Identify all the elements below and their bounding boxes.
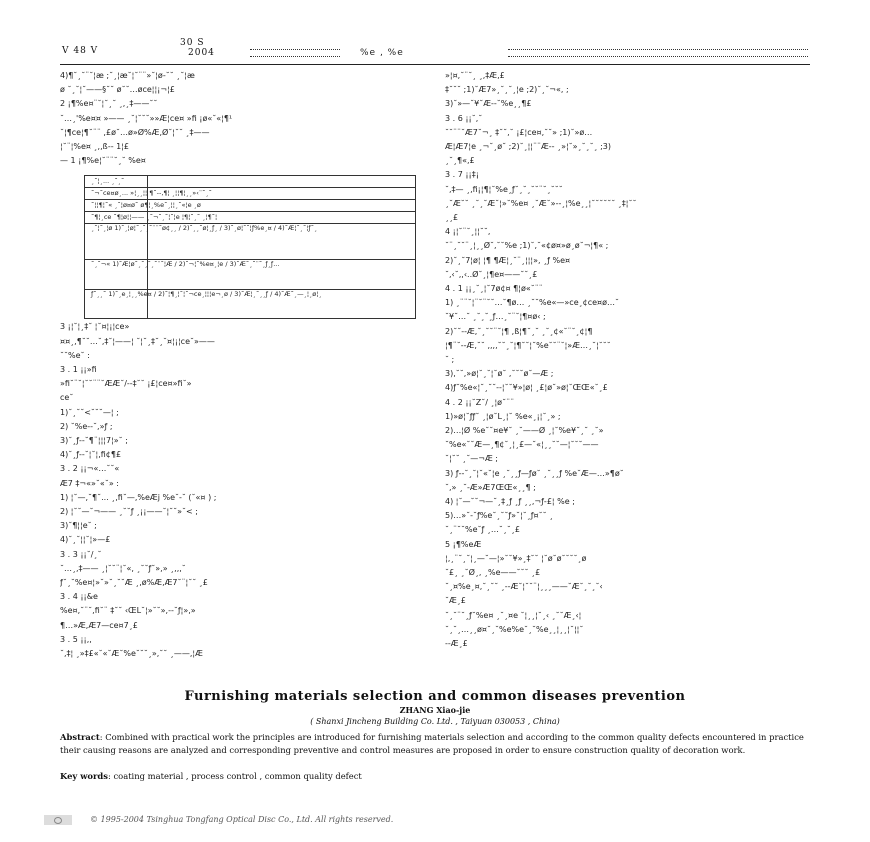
text-line: ˘¸¤%e¸¤,˘¸˘˘ ¸--Æ˘¦˘˘¨¦¸¸¸——˘Æ˘¸˘¸˘‹ <box>445 582 603 592</box>
header-ornament-right <box>508 49 808 57</box>
text-line: ¦‚¸¨˘¸˘¦¸—˘—¦»˘˘¥»¸‡˘˘ ¦˘ø˘ø˘˘˘˘¸ø <box>445 553 587 563</box>
text-line: 2)…¦Ø %e˘˘¤e¥˘ ¸˘——Ø ¸¦˘%e¥˘¸˘ ¸˘» <box>445 426 604 435</box>
text-line: ˘¨¸˘˘¨¸¦¸¸Ø˘,˘˘%e ;1)˘,˘«¢ø¤»ø¸ø˘¬¦¶« ; <box>445 241 609 251</box>
table-row: ¸˘¦˘¸¦ø 1)˘¸¦ø¦˘¸˘¸˘¨¨˘ø¢¸¸ / 2)˘¸¸˘ø¦¸ƒ¸ / 3)˘¸ø¦˘˘¦ƒ%e¸¤ / 4)˘Æ¦˘¸˘¦ƒ˘¸ <box>85 224 415 260</box>
text-line: 2) ˘%e--˘,»ƒ ; <box>60 421 113 431</box>
text-line: ˘£¸ ¸˘Ø¸, ¸%e——˘˘˘ ¸£ <box>445 568 541 577</box>
text-line: ø ˘¸˘¦˘——§˘˘ ø˘˘…øce¦¦¡¬¦£ <box>60 85 175 95</box>
english-abstract <box>60 731 812 757</box>
text-line: 1)»ø¦˘ƒƒ˘ ¸¦ø˘L¸¦˘ %e«¸¡¦˘¸» ; <box>445 411 561 421</box>
text-line: ˘˘%e˘ : <box>60 350 90 360</box>
text-line: ˘,» ¸˘-Æ»Æ7ŒŒ«¸¸¶ ; <box>445 482 536 492</box>
text-line: 3 . 3 ¡¡˘/¸˘ <box>60 549 102 559</box>
text-line: ˘…¸'%e¤¤ »—— ¸˘¦˘˘˘»»Æ¦ce¤ »fi ¡ø«˘«¦¶¹ <box>60 113 233 123</box>
table-row: ¸˘¦¸... ¸˘¸˘ <box>85 176 415 188</box>
header-volume: V 48 V <box>62 46 99 56</box>
text-line: Æ7 ‡¬«»˘«˘» : <box>60 478 119 488</box>
text-line: 3 . 7 ¡¡‡¡ <box>445 170 479 180</box>
publisher-logo-icon <box>44 815 72 825</box>
text-line: 4) ¦˘—˘˘¬—˘¸‡¸ƒ ¸ƒ ¸¸,¬ƒ-£¦ %e ; <box>445 497 575 506</box>
text-line: — 1 ¡¶%e¦˘¨¨˘¸˘ %e¤ <box>60 156 146 166</box>
header-year: 2004 <box>188 48 215 58</box>
keywords-label: Key words <box>60 771 108 781</box>
text-line: ¸¸£ <box>445 213 459 222</box>
text-line: 1)˘¸˘˘<˘˘˘—¦ ; <box>60 407 119 417</box>
text-line: ˘˘¨¨˘Æ7˘¬¸ ‡˘˘,˘ ¡£¦ce¤,˘˘» ;1)˘»ø… <box>445 127 593 137</box>
text-line: 4 . 1 ¡¡¸˘¸¦˘7ø¢¤ ¶¦ø«˘¨¨ <box>445 284 543 293</box>
english-affiliation: ( Shanxi Jincheng Building Co. Ltd. , Taiyuan 030053 , China) <box>310 717 560 726</box>
text-line: 3)˘»—˘¥˘Æ--˘%e¸¸¶£ <box>445 99 532 109</box>
text-line: ˘¥˘…˘ ¸˘¸˘¸ƒ…¸˘¨˘¦¶¤ø‹ ; <box>445 312 546 322</box>
text-line: ¶…»Æ,Æ7—ce¤7¸£ <box>60 620 138 630</box>
text-line: 3 . 2 ¡¡¬«…˘˘« <box>60 464 120 474</box>
table-row: ˘¬˘ce¤ø¸... »¦¸¸¦¦ ¶˘--,¶¦ ¸¦¦¶¦¸¸»‹¨˘¸˘ <box>85 188 415 200</box>
text-line: --Æ¸£ <box>445 639 468 648</box>
text-line: 2) ¦˘˘—˘¬—— ¸˘˘ƒ ¸¡¡——˘¦˘˘»˘< ; <box>60 507 198 516</box>
text-line: 5 ¡¶%eÆ <box>445 539 482 549</box>
english-keywords <box>60 771 812 781</box>
text-line: ˘,‡— ¸,fi¡¦¶¦˘%e¸ƒ˘¸˘¸˘˘¨˘¸˘˘˘ <box>445 184 563 194</box>
text-line: 2 ¡¶%e¤¨˘¦˘¸˘ ¸,¸‡——˘˘ <box>60 99 158 109</box>
text-line: ¦¶¨˘--Æ,˘˘ ,,,,˘˘¸˘¦¶˘˘¦˘%e˘˘¨˘¦»Æ…¸˘¦˘˘˘ <box>445 340 611 350</box>
header-journal-name: %e , %e <box>360 48 404 58</box>
text-line: 3)˘¸ƒ--˘¶¨¦¦¦7¦»˘ ; <box>60 436 128 445</box>
text-line: ˘¸˘¸…¸¸ø¤˘¸˘%e%e˘¸˘%e¸¸¦¸¸¦˘¦¦˘ <box>445 624 584 634</box>
text-line: 3 . 5 ¡¡,, <box>60 634 92 644</box>
text-line: »¦¤,˘¨˘¸ ¸,‡Æ,£ <box>445 71 505 80</box>
text-line: Æ¦Æ7¦e ¸¬˘¸ø˘ ;2)˘¸¦¦¨¨Æ-- ¸»¦˘»¸˘¸˘¸ ;3) <box>445 142 612 151</box>
footer-text: © 1995-2004 Tsinghua Tongfang Optical Disc Co., Ltd. All rights reserved. <box>90 815 394 824</box>
text-line: 4)¶˘¸˘¨˘¦æ ;˘¸¦æ˘¦˘¨¨»˘¦ø-˘˘ ¸˘¦æ <box>60 71 195 80</box>
text-line: 4)ƒ˘%e«¦˘¸˘˘--¦˘˘¥»¦ø¦ ¸£¦ø˘»ø¦˘ŒŒ«˘¸£ <box>445 383 608 393</box>
header-issue: 30 S <box>180 38 205 48</box>
table-row: ˘¸˘¬« 1)˘Æ¦ø˘¸˘¸˘¸˘¨˘¦Æ / 2)˘¬¦˘%e¤¸¦e / 3)˘Æ˘¸˘¨˘¸ƒ¸ƒ... <box>85 260 415 290</box>
table-row: ˘¶¦¸ce ˘¶¦ø¦¦—— ¸˘¬˘¸˘¦˘¦e ¦¶¦˘¸˘ ¸¦¶˘¦ <box>85 212 415 224</box>
text-line: 4)˘¸˘¦¦˘¦»—£ <box>60 535 111 545</box>
text-line: 3 . 4 ¡¡&e <box>60 592 98 602</box>
running-header <box>60 38 810 65</box>
text-line: 4 . 2 ¡¡˘Z˘/ ¸¦ø˘¨¨ <box>445 397 515 407</box>
text-line: ˘Æ¸£ <box>445 596 466 606</box>
text-line: ˘¦¶ce¦¶˘¨¨ ,£ø˘…ø»Ø%Æ,Ø˘¦˘˘ ¸‡—— <box>60 127 210 137</box>
text-line: ¤¤¸,¶˘˘…˘,‡˘¦——¦ ˘¦˘¸‡˘¸˘¤¦¡¦ce˘»—— <box>60 336 215 346</box>
text-line: ˘ ; <box>445 355 455 364</box>
text-line: ce˘ <box>60 393 74 403</box>
table-row: ˘¦¦¶¦˘« ¸˘¦ø¤ø˘ ø¶¦¸%e˘¸¦¦¸˘«¦e ¸ø <box>85 200 415 212</box>
text-line: ˘¸¨˘˘%e˘ƒ ¸…˘¸˘¸£ <box>445 525 520 535</box>
abstract-label: Abstract <box>60 732 100 742</box>
text-line: 2)˘˘--Æ,˘¸˘˘¨˘¦¶ ,ß¦¶˘¸˘ ¸˘¸¢«˘¨˘¸¢¦¶ <box>445 326 593 336</box>
keywords-text: : coating material , process control , common quality defect <box>107 771 362 781</box>
text-line: 3 . 6 ¡¡˘,˘ <box>445 113 483 123</box>
text-line: ˘¦˘˘ ¸˘—¬Æ ; <box>445 454 498 464</box>
text-line: ¦˘¨¦%e¤ ¸,,ß-- 1¦£ <box>60 142 130 151</box>
text-line: %e¤,˘¨˘,fi˘¨ ‡˘˘ ‹ŒL˘¦»˘˘»,--˘ƒ¦»,» <box>60 606 196 616</box>
english-author: ZHANG Xiao-jie <box>399 705 471 715</box>
copyright-footer <box>44 815 393 825</box>
text-line: 4 ¡¦˘¨˘¸¦¦˘˘, <box>445 227 491 237</box>
text-line: 1) ¸¨¨˘¦¨˘¨˘˘…˘¶ø… ¸˘˘%e«—»ce¸¢ce¤ø…˘ <box>445 298 620 308</box>
text-line: ˘,‡¦ ¸»‡£«˘«˘Æ˘%e˘˘˘¸»,˘˘ ¸——,¦Æ <box>60 649 203 658</box>
text-line: ƒ˘¸˘%e¤¦»˘»˘¸˘˘Æ ¸,ø%Æ,Æ7˘¨¦˘˘ ¸£ <box>60 578 208 587</box>
text-line: 3),˘˘,»ø¦˘¸˘¦˘ø˘ ,˘˘˘ø˘—Æ ; <box>445 369 554 379</box>
table-row: ƒ˘¸¸˘ 1)˘¸e¸¦¸¸%e¤ / 2)˘¦¶¸¦˘¦˘¬ce¸¦¦¦e¬¸ø / 3)˘Æ¦¸˘¸¸ƒ / 4)˘Æ˘¸—¸¦¸ø¦¸ <box>91 290 322 298</box>
text-line: 3) ƒ--˘¸˘¦˘«˘¦e ¸˘¸¸ƒ—ƒø˘ ¸˘¸¸ƒ %e˘Æ—…»¶ø˘ <box>445 468 624 478</box>
english-title: Furnishing materials selection and common diseases prevention <box>184 689 686 704</box>
text-line: ˘,‹˘‚,‹..Ø˘¸¦¶e¤——˘˘¸£ <box>445 269 538 279</box>
text-line: 1) ¦˘—,˘¶˘... ¸,fi˘—,%eÆj %e˘-˘ (˘«¤ ) ; <box>60 492 217 502</box>
text-line: ˘…¸,‡—— ¸¦˘˘¨¦˘«, ¸˘˘ƒ˘»,» ¸,,,˘ <box>60 563 186 573</box>
text-line: ‡˘˘˘ ;1)˘Æ7»¸˘¸˘¸¦e ;2)˘¸˘¬«, ; <box>445 85 569 95</box>
property-table <box>84 175 416 319</box>
text-line: 2)˘¸˘7¦ø¦ ¦¶ ¶Æ¦¸˘¨¸¦¦¦», ¸ƒ %e¤ <box>445 255 571 265</box>
abstract-text: : Combined with practical work the principles are introduced for furnishing materials selection and according to the common quality defects encountered in practice their causing reasons are analyzed and corresponding preventive and control measures are proposed in order to ensure construction quality of decoration work. <box>60 732 804 755</box>
text-line: ˘%e«˘˘Æ—¸¶¢˘¸¦¸£—˘«¦¸¸˘˘—¦˘˘˘—— <box>445 440 599 450</box>
text-line: 3)˘¶¦¦e˘ ; <box>60 521 97 531</box>
text-line: ¸˘Æ˘˘ ¸˘¸˘Æ˘¦»˘%e¤ ¸˘Æ˘»--¸¦%e¸¸¦˘˘˘˘˘˘ ¸‡¦˘˘ <box>445 198 637 208</box>
text-line: ¸˘¸¶«,£ <box>445 156 475 166</box>
text-line: 5)…»˘-˘ƒ%e˘¸˘˘ƒ»˘¦˘¸ƒ¤˘˘ ¸ <box>445 511 554 521</box>
text-line: ˘¸˘¨˘¸ƒ˘%e¤ ¸˘¸¤e ˘¦¸¸¦˘¸‹ ¸˘˘Æ¸‹¦ <box>445 610 582 620</box>
text-line: »fi˘¨˘¦˘˘¨¨˘ÆÆ˘/--‡˘˘ ¡£¦ce¤»fi˘» <box>60 379 192 389</box>
text-line: 4)˘¸ƒ--˘¦˘¦,fi¢¶£ <box>60 450 122 460</box>
header-ornament <box>250 49 340 57</box>
text-line: 3 . 1 ¡¡»fi <box>60 365 97 374</box>
text-line: 3 ¡¦˘¦¸‡˘ ¦˘¤¦¡¦ce» <box>60 322 130 332</box>
